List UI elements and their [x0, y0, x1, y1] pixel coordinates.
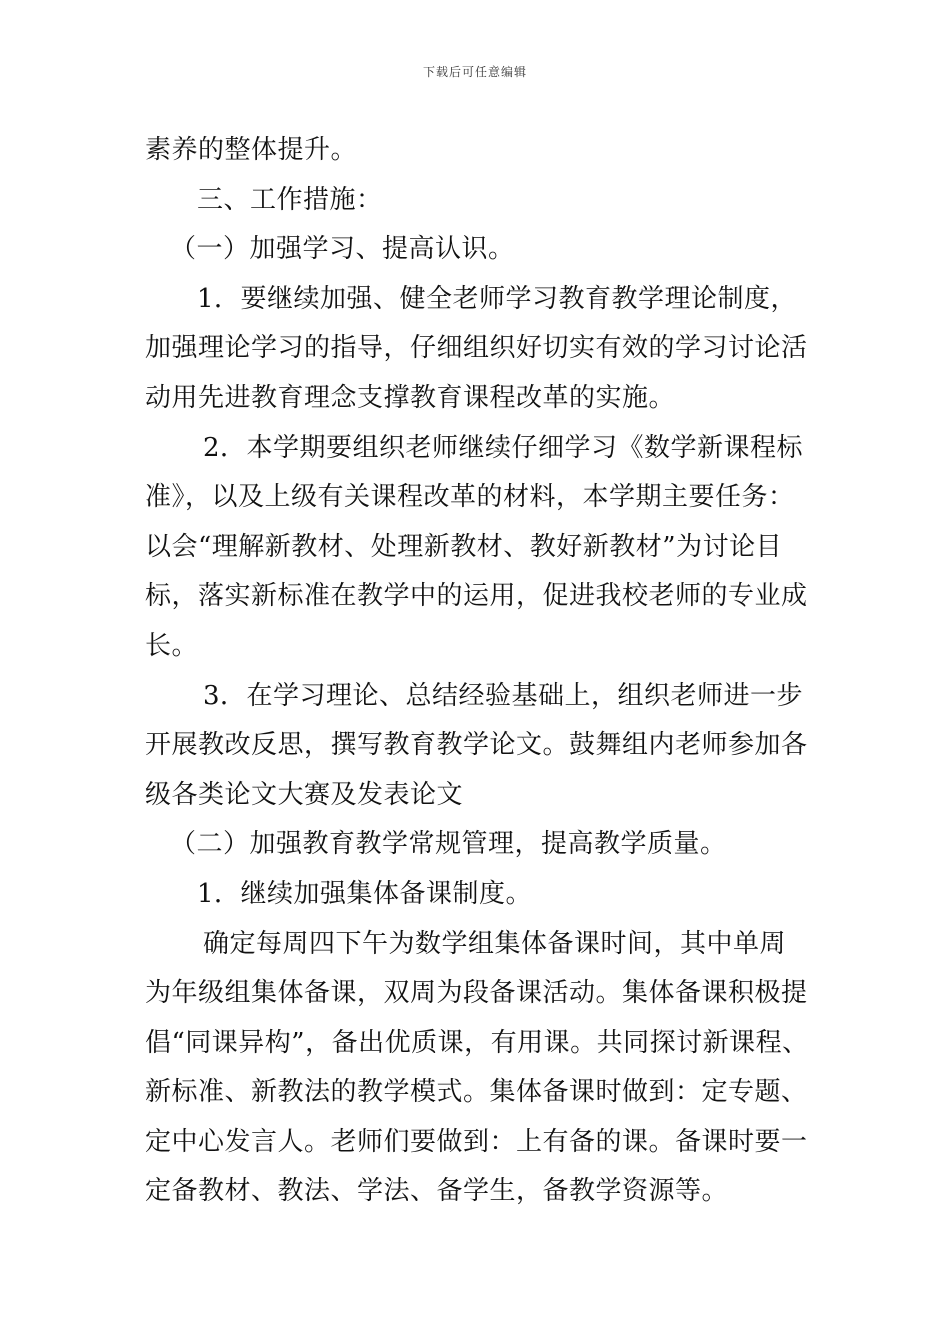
paragraph-item-1: 1．要继续加强、健全老师学习教育教学理论制度，加强理论学习的指导，仔细组织好切实有效的学习讨论活动用先进教育理念支撑教育课程改革的实施。	[145, 283, 808, 413]
paragraph-collective-prep: 1．继续加强集体备课制度。	[197, 878, 533, 909]
paragraph-item-3: 3．在学习理论、总结经验基础上，组织老师进一步开展教改反思，撰写教育教学论文。鼓舞组内老师参加各级各类论文大赛及发表论文	[145, 680, 808, 810]
paragraph-collective-prep-detail: 确定每周四下午为数学组集体备课时间，其中单周为年级组集体备课，双周为段备课活动。集体备课积极提倡“同课异构”，备出优质课，有用课。共同探讨新课程、新标准、新教法的教学模式。集体备课时做到：定专题、定中心发言人。老师们要做到：上有备的课。备课时要一定备教材、教法、学法、备学生，备教学资源等。	[145, 928, 809, 1207]
subsection-heading-study: （一）加强学习、提高认识。	[170, 234, 515, 265]
page-header: 下载后可任意编辑	[422, 65, 527, 79]
section-heading-measures: 三、工作措施：	[197, 184, 383, 215]
document-body	[145, 126, 810, 1217]
paragraph-item-2: 2．本学期要组织老师继续仔细学习《数学新课程标准》，以及上级有关课程改革的材料，本学期主要任务：以会“理解新教材、处理新教材、教好新教材”为讨论目标，落实新标准在教学中的运用，促进我校老师的专业成长。	[145, 432, 808, 661]
paragraph-continuation: 素养的整体提升。	[145, 135, 358, 165]
subsection-heading-management: （二）加强教育教学常规管理，提高教学质量。	[170, 829, 727, 860]
